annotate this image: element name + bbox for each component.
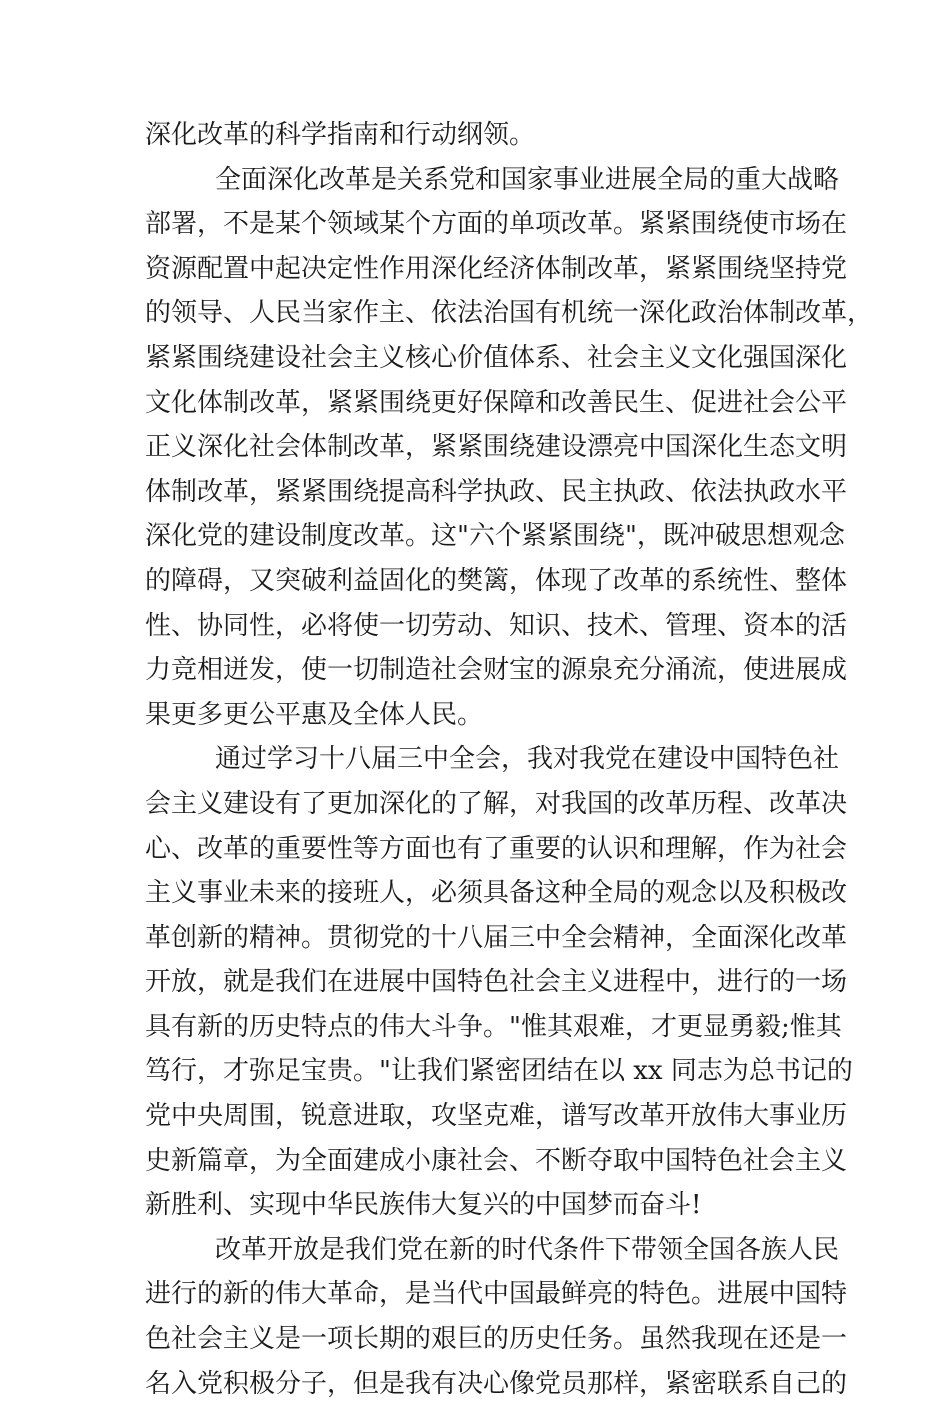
text-line: 体制改革，紧紧围绕提高科学执政、民主执政、依法执政水平: [145, 476, 848, 507]
text-line: 新胜利、实现中华民族伟大复兴的中国梦而奋斗!: [145, 1190, 702, 1221]
text-line: 的障碍，又突破利益固化的樊篱，体现了改革的系统性、整体: [145, 565, 848, 596]
text-line: 文化体制改革，紧紧围绕更好保障和改善民生、促进社会公平: [145, 387, 848, 418]
text-line: 心、改革的重要性等方面也有了重要的认识和理解，作为社会: [145, 833, 848, 864]
text-line: 改革开放是我们党在新的时代条件下带领全国各族人民: [215, 1234, 840, 1265]
text-line: 性、协同性，必将使一切劳动、知识、技术、管理、资本的活: [145, 610, 848, 641]
text-line: 开放，就是我们在进展中国特色社会主义进程中，进行的一场: [145, 967, 848, 998]
text-line: 进行的新的伟大革命，是当代中国最鲜亮的特色。进展中国特: [145, 1279, 848, 1310]
text-line: 具有新的历史特点的伟大斗争。"惟其艰难，才更显勇毅;惟其: [145, 1011, 842, 1042]
document-body: [145, 113, 874, 1406]
text-line: 紧紧围绕建设社会主义核心价值体系、社会主义文化强国深化: [145, 342, 848, 373]
text-line: 深化党的建设制度改革。这"六个紧紧围绕"，既冲破思想观念: [145, 521, 845, 552]
paragraph-2: [145, 158, 874, 738]
text-line: 深化改革的科学指南和行动纲领。: [145, 120, 536, 150]
paragraph-3: [145, 737, 853, 1228]
text-line: 色社会主义是一项长期的艰巨的历史任务。虽然我现在还是一: [145, 1324, 848, 1355]
text-line: 笃行，才弥足宝贵。"让我们紧密团结在以 xx 同志为总书记的: [145, 1056, 853, 1087]
text-line: 力竞相迸发，使一切制造社会财宝的源泉充分涌流，使进展成: [145, 655, 848, 686]
text-line: 的领导、人民当家作主、依法治国有机统一深化政治体制改革，: [145, 298, 874, 329]
text-line: 果更多更公平惠及全体人民。: [145, 699, 484, 730]
text-line: 史新篇章，为全面建成小康社会、不断夺取中国特色社会主义: [145, 1145, 848, 1176]
text-line: 通过学习十八届三中全会，我对我党在建设中国特色社: [215, 744, 840, 775]
text-line: 名入党积极分子，但是我有决心像党员那样，紧密联系自己的: [145, 1368, 848, 1399]
text-line: 革创新的精神。贯彻党的十八届三中全会精神，全面深化改革: [145, 922, 848, 953]
text-line: 党中央周围，锐意进取，攻坚克难，谱写改革开放伟大事业历: [145, 1101, 848, 1132]
text-line: 会主义建设有了更加深化的了解，对我国的改革历程、改革决: [145, 788, 848, 819]
paragraph-1: [145, 113, 805, 158]
paragraph-4: [145, 1228, 848, 1406]
text-line: 资源配置中起决定性作用深化经济体制改革，紧紧围绕坚持党: [145, 253, 848, 284]
text-line: 正义深化社会体制改革，紧紧围绕建设漂亮中国深化生态文明: [145, 432, 848, 463]
text-line: 主义事业未来的接班人，必须具备这种全局的观念以及积极改: [145, 878, 848, 909]
text-line: 部署，不是某个领域某个方面的单项改革。紧紧围绕使市场在: [145, 209, 848, 240]
text-line: 全面深化改革是关系党和国家事业进展全局的重大战略: [215, 164, 840, 195]
